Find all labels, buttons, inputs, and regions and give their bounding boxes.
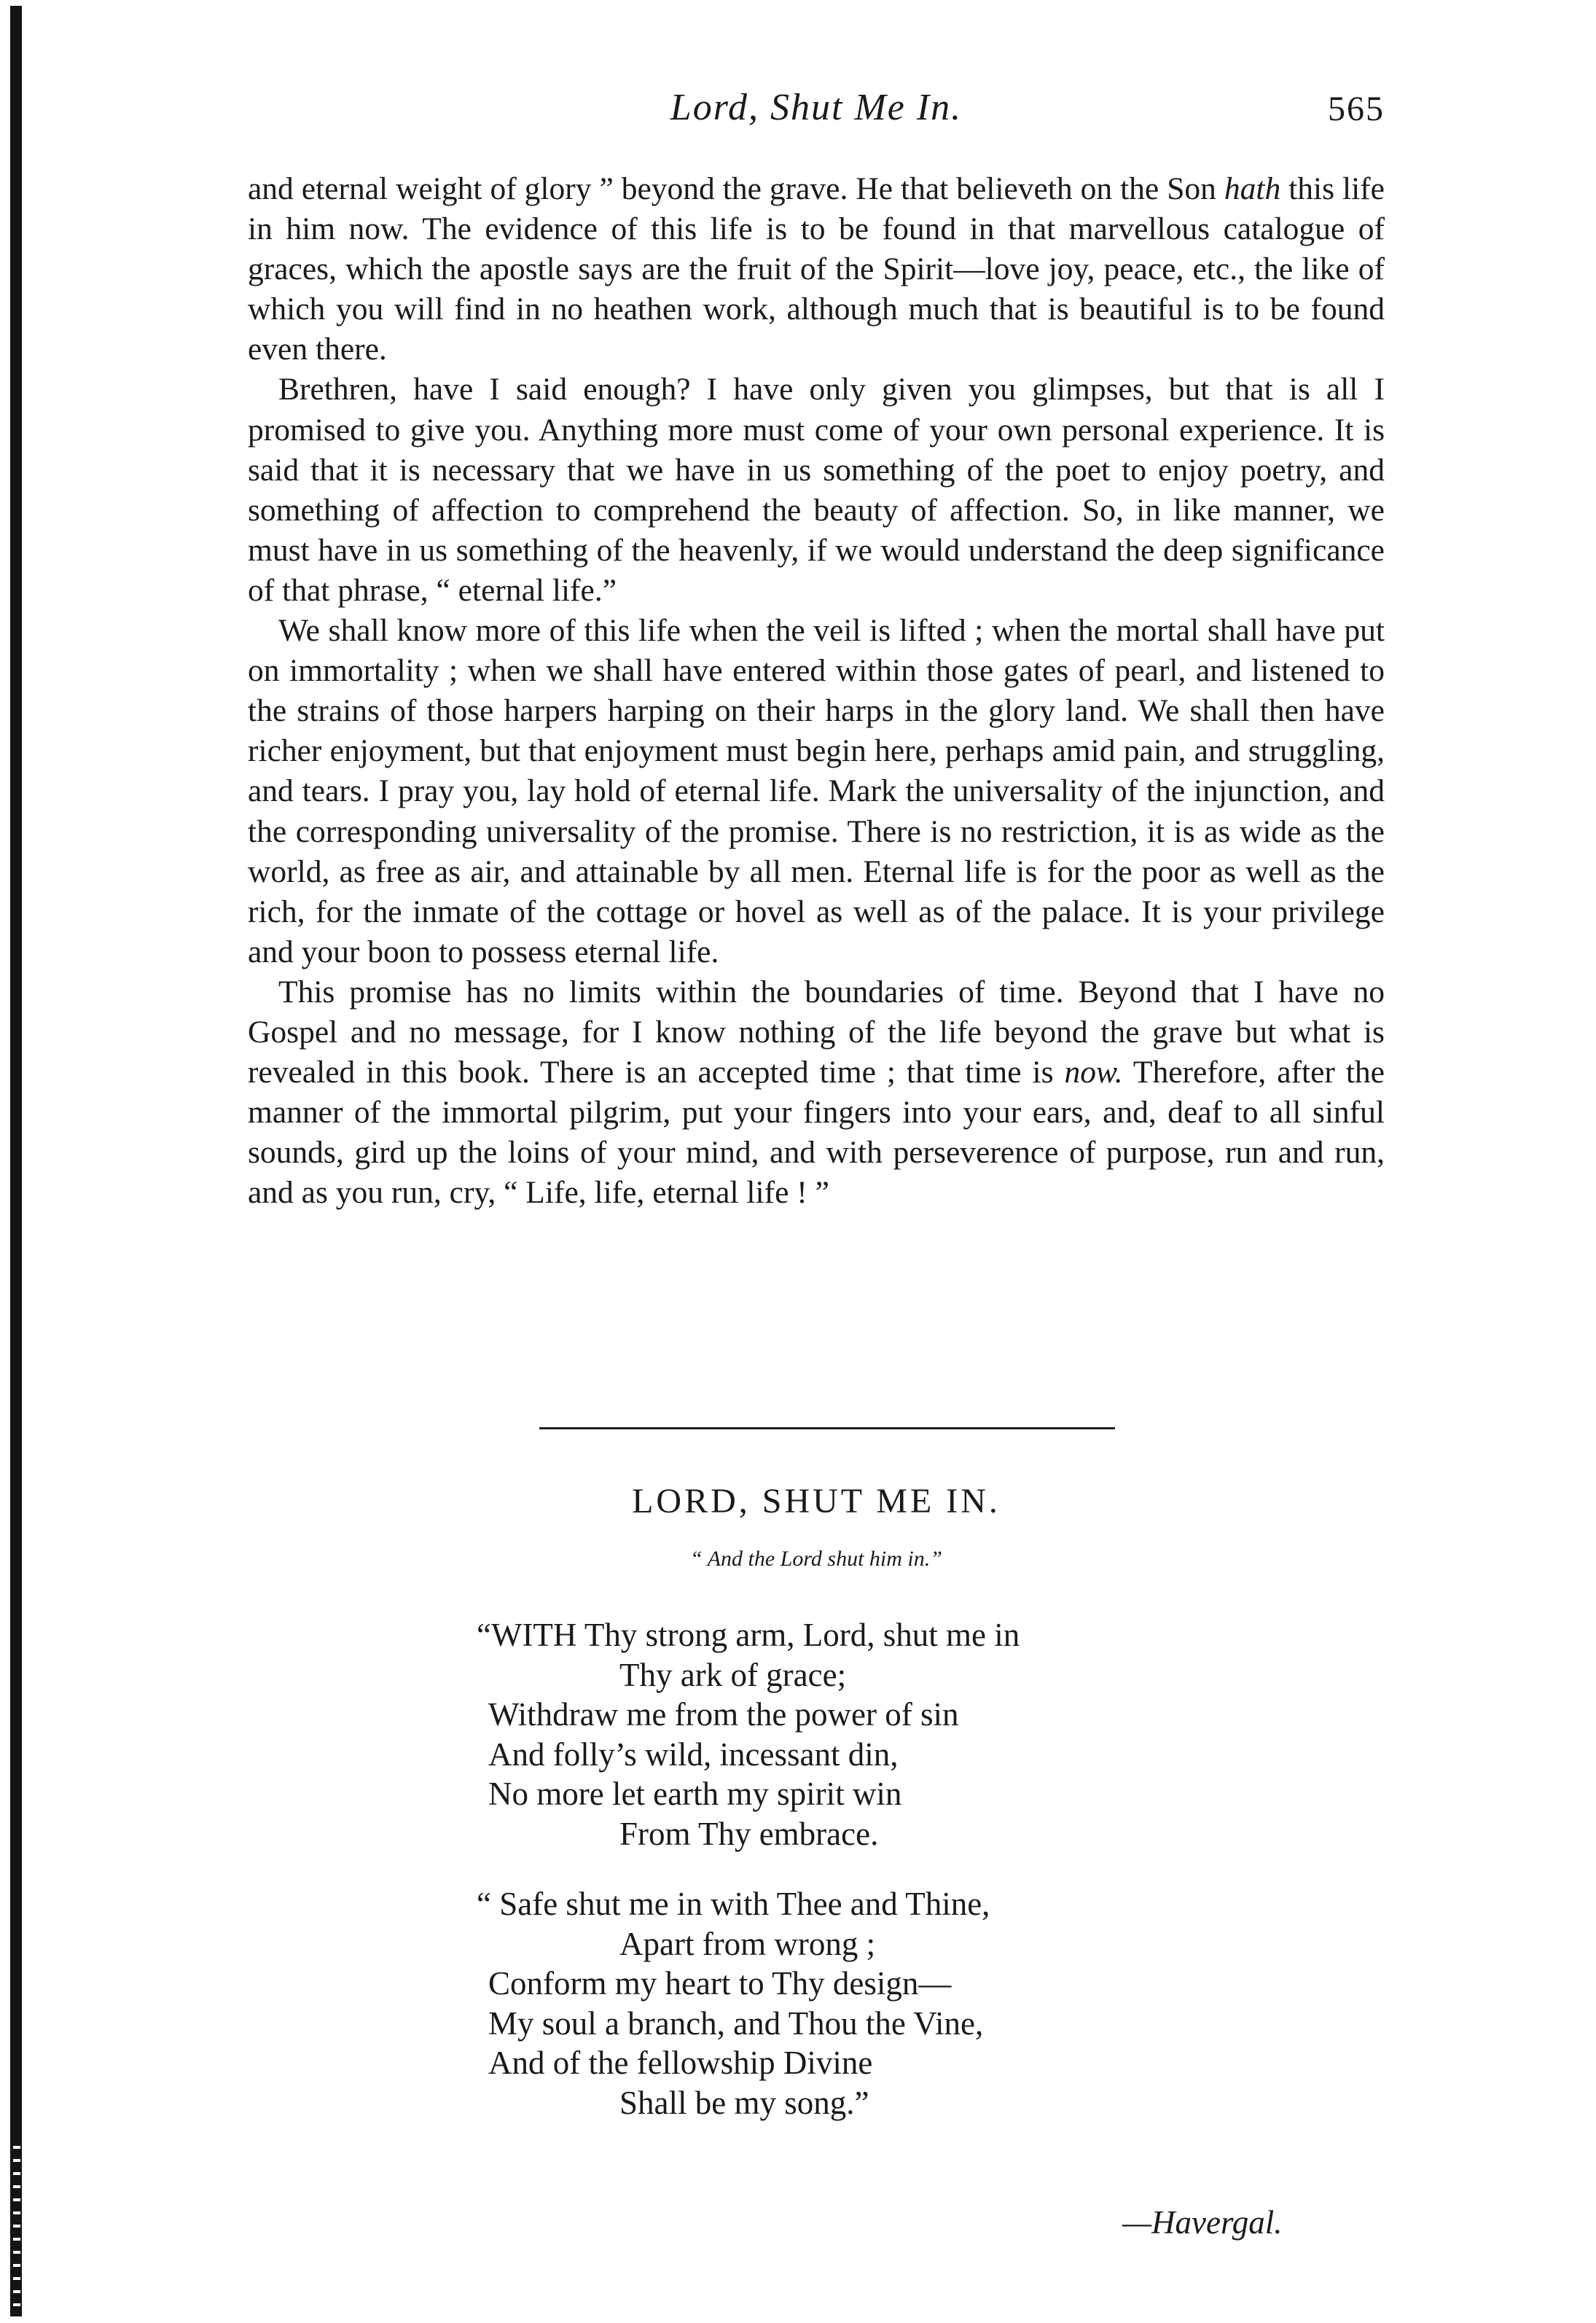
poem-stanza-1	[477, 1615, 1385, 1854]
poem-stanza-2	[477, 1884, 1385, 2123]
poem-line: Shall be my song.”	[619, 2084, 869, 2121]
binding-edge	[10, 6, 22, 2316]
poem-line: “WITH Thy strong arm, Lord, shut me in	[477, 1617, 1020, 1653]
text-run: and eternal weight of glory ” beyond the grave. He that believeth on the Son	[248, 171, 1224, 206]
poem-line: Apart from wrong ;	[619, 1925, 876, 1962]
text-run: this life in him now. The evidence of this life is to be found in that marvellous catalogue of graces, which the apostle says are the fruit of the Spirit—love joy, peace, etc., the like of which you will find in no heathen work, although much that is beautiful is to be found even there.	[248, 171, 1385, 367]
text-run: Brethren, have I said enough? I have only given you glimpses, but that is all I promised to give you. Anything more must come of your own personal experience. It is said that it is necessary that we have in us something of the poet to enjoy poetry, and something of affection to comprehend the beauty of affection. So, in like manner, we must have in us something of the heavenly, if we would understand the deep significance of that phrase, “ eternal life.”	[248, 372, 1385, 608]
poem-line: “ Safe shut me in with Thee and Thine,	[477, 1886, 990, 1922]
emphasis-now: now.	[1064, 1055, 1123, 1090]
poem-attribution: —Havergal.	[1122, 2204, 1283, 2241]
poem-line: From Thy embrace.	[619, 1815, 879, 1852]
poem-line: Withdraw me from the power of sin	[488, 1696, 959, 1733]
paragraph-2	[248, 370, 1385, 611]
poem-title: LORD, SHUT ME IN.	[632, 1482, 1001, 1520]
poem-line: And folly’s wild, incessant din,	[488, 1736, 899, 1773]
sermon-text	[248, 169, 1385, 1213]
poem-epigraph: “ And the Lord shut him in.”	[690, 1547, 942, 1571]
text-run: This promise has no limits within the boundaries of time. Beyond that I have no Gospel and no message, for I know nothing of the life beyond the grave but what is revealed in this book. There is an accepted time ; that time is	[248, 974, 1385, 1090]
poem-line: No more let earth my spirit win	[488, 1776, 902, 1812]
running-title: Lord, Shut Me In.	[670, 87, 963, 128]
paragraph-4	[248, 972, 1385, 1214]
page-header	[248, 86, 1385, 137]
poem-line: My soul a branch, and Thou the Vine,	[488, 2004, 984, 2042]
section-divider	[539, 1427, 1115, 1429]
text-run: Therefore, after the manner of the immortal pilgrim, put your fingers into your ears, and, deaf to all sinful sounds, gird up the loins of your mind, and with perseverence of purpose, run and run, and as you run, cry, “ Life, life, eternal life ! ”	[248, 1055, 1385, 1211]
poem-line: And of the fellowship Divine	[488, 2045, 873, 2081]
poem-line: Conform my heart to Thy design—	[488, 1965, 952, 2002]
paragraph-3	[248, 611, 1385, 972]
text-run: We shall know more of this life when the veil is lifted ; when the mortal shall have put on immortality ; when we shall have entered within those gates of pearl, and listened to the strains of those harpers harping on their harps in the glory land. We shall then have richer enjoyment, but that enjoyment must begin here, perhaps amid pain, and struggling, and tears. I pray you, lay hold of eternal life. Mark the universality of the injunction, and the corresponding universality of the promise. There is no restriction, it is as wide as the world, as free as air, and attainable by all men. Eternal life is for the poor as well as the rich, for the inmate of the cottage or hovel as well as of the palace. It is your privilege and your boon to possess eternal life.	[248, 613, 1385, 969]
paragraph-1	[248, 169, 1385, 370]
poem-line: Thy ark of grace;	[619, 1656, 847, 1693]
page-number: 565	[1328, 90, 1385, 128]
binding-edge-pattern	[13, 2136, 20, 2318]
emphasis-hath: hath	[1224, 171, 1281, 206]
